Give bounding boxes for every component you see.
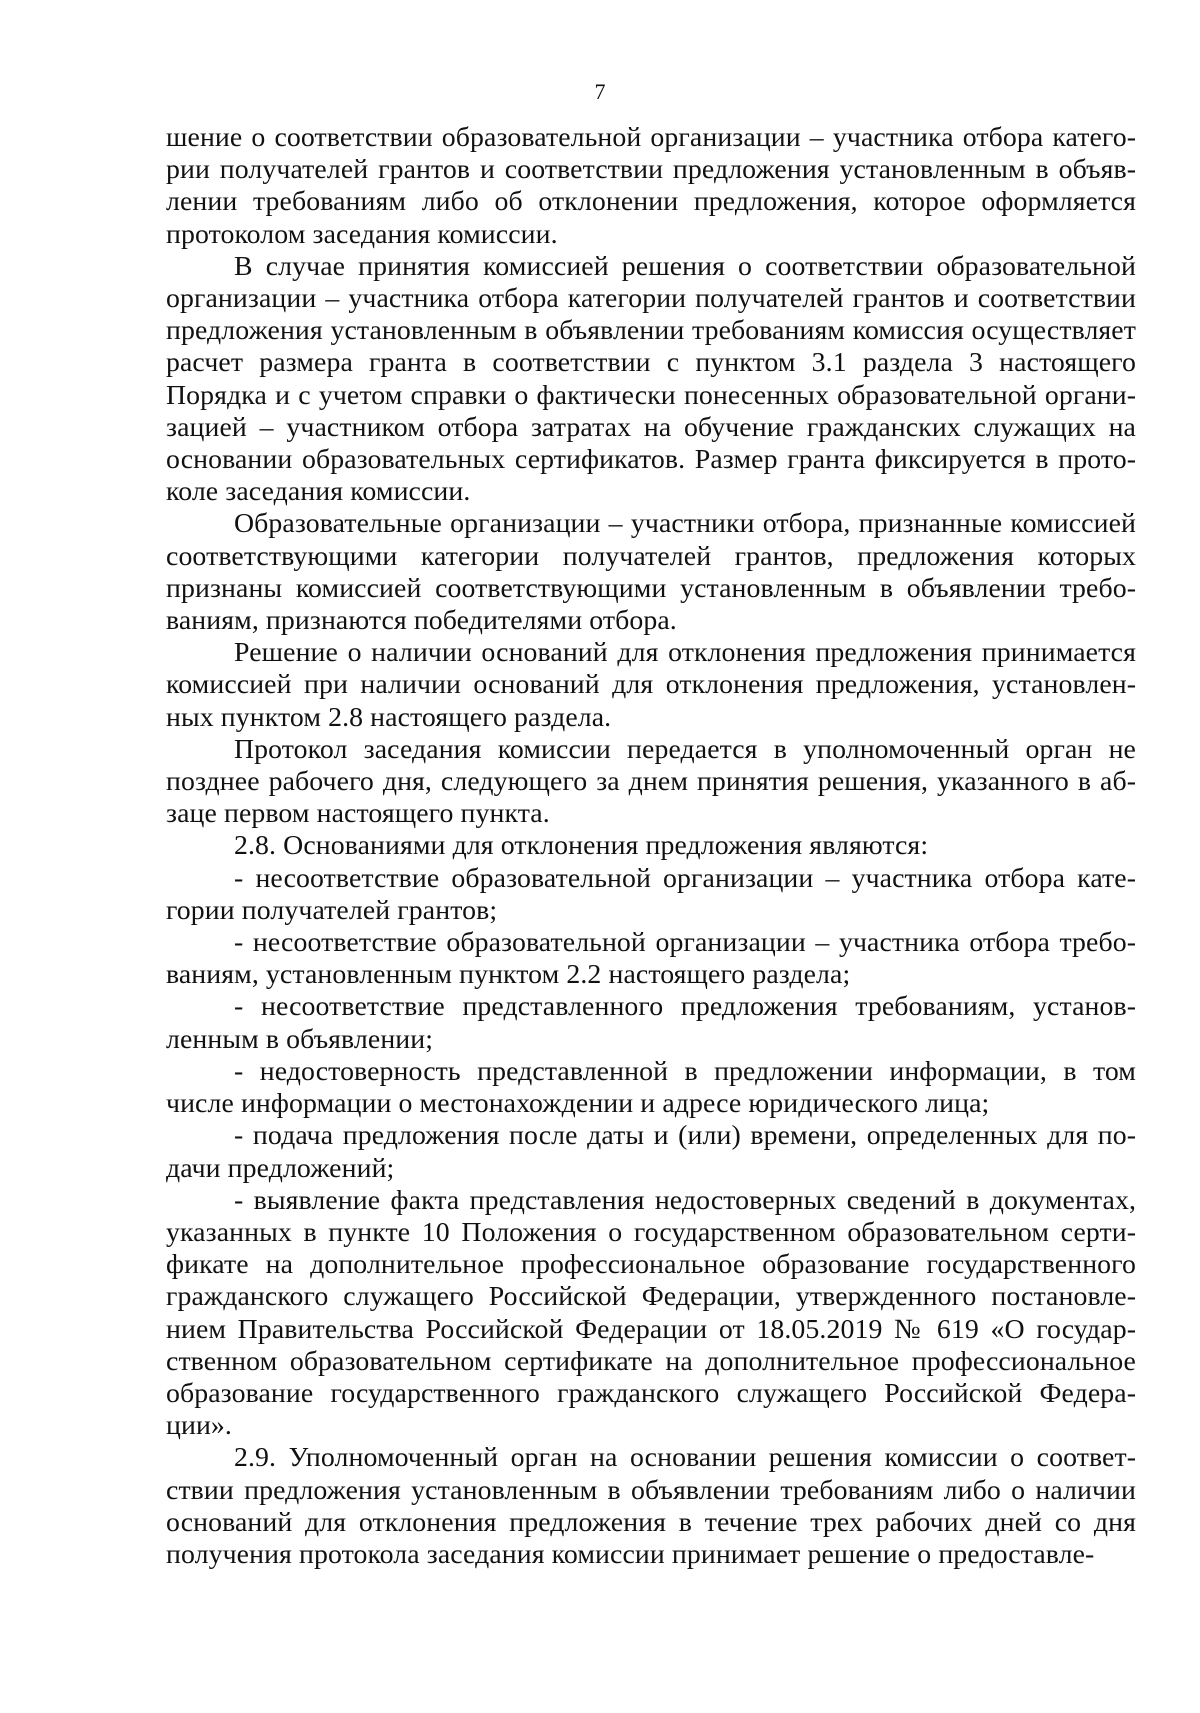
list-item-requirements-mismatch: - несоответствие образовательной организации – участника отбора требованиям, установленным пунктом 2.2 настоящего раздела; [166, 927, 1136, 991]
list-item-category-mismatch: - несоответствие образовательной организации – участника отбора категории получателей грантов; [166, 862, 1136, 926]
list-item-false-documents: - выявление факта представления недостоверных сведений в документах, указанных в пункте 10 Положения о государственном образовательном сертификате на дополнительное профессиональное образование государственного гражданского служащего Российской Федерации, утвержденного постановлением Правительства Российской Федерации от 18.05.2019 № 619 «О государственном образовательном сертификате на дополнительное профессиональное образование государственного гражданского служащего Российской Федерации». [166, 1184, 1136, 1442]
document-body [166, 122, 1136, 1571]
paragraph-grant-calculation: В случае принятия комиссией решения о соответствии образовательной организации – участника отбора категории получателей грантов и соответствии предложения установленным в объявлении требованиям комиссия осуществляет расчет размера гранта в соответствии с пунктом 3.1 раздела 3 настоящего Порядка и с учетом справки о фактически понесенных образовательной организацией – участником отбора затратах на обучение гражданских служащих на основании образовательных сертификатов. Размер гранта фиксируется в протоколе заседания комиссии. [166, 250, 1136, 508]
list-item-late-submission: - подача предложения после даты и (или) времени, определенных для подачи предложений; [166, 1120, 1136, 1184]
section-2-8-heading: 2.8. Основаниями для отклонения предложения являются: [234, 830, 929, 862]
paragraph-rejection-decision: Решение о наличии оснований для отклонения предложения принимается комиссией при наличии оснований для отклонения предложения, установленных пунктом 2.8 настоящего раздела. [166, 637, 1136, 733]
list-item-unreliable-info: - недостоверность представленной в предложении информации, в том числе информации о местонахождении и адресе юридического лица; [166, 1055, 1136, 1120]
paragraph-winners: Образовательные организации – участники отбора, признанные комиссией соответствующими категории получателей грантов, предложения которых признаны комиссией соответствующими установленным в объявлении требованиям, признаются победителями отбора. [166, 508, 1136, 637]
paragraph-protocol-transfer: Протокол заседания комиссии передается в уполномоченный орган не позднее рабочего дня, следующего за днем принятия решения, указанного в абзаце первом настоящего пункта. [166, 733, 1136, 830]
list-item-proposal-mismatch: - несоответствие представленного предложения требованиям, установленным в объявлении; [166, 991, 1136, 1055]
section-2-9-paragraph: 2.9. Уполномоченный орган на основании решения комиссии о соответствии предложения установленным в объявлении требованиям либо о наличии оснований для отклонения предложения в течение трех рабочих дней со дня получения протокола заседания комиссии принимает решение о предоставле- [166, 1442, 1136, 1570]
page-number: 7 [594, 79, 606, 104]
paragraph-continuation: шение о соответствии образовательной организации – участника отбора категории получателей грантов и соответствии предложения установленным в объявлении требованиям либо об отклонении предложения, которое оформляется протоколом заседания комиссии. [166, 122, 1136, 250]
